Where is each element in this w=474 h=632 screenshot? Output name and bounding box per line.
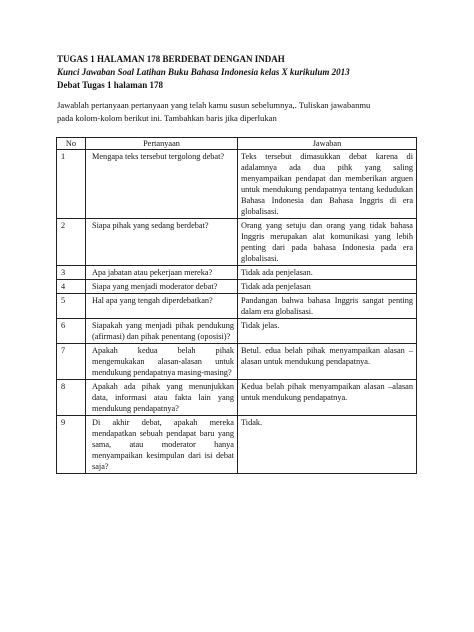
qa-table (56, 137, 417, 474)
row-question: Siapa pihak yang sedang berdebat? (86, 219, 238, 266)
row-answer: Kedua belah pihak menyampaikan alasan –alasan untuk mendukung pendapatnya. (238, 380, 417, 416)
row-answer: Betul. edua belah pihak menyampaikan alasan – alasan untuk mendukung pendapatnya. (238, 344, 417, 380)
table-row (57, 319, 417, 344)
row-answer: Pandangan bahwa bahasa Inggris sangat penting dalam era globalisasi. (238, 294, 417, 319)
row-number: 4 (57, 280, 86, 294)
document-subtitle: Kunci Jawaban Soal Latihan Buku Bahasa Indonesia kelas X kurikulum 2013 (57, 67, 350, 77)
row-question: Di akhir debat, apakah mereka mendapatkan sebuah pendapat baru yang sama, atau moderator hanya menyampaikan kesimpulan dari isi debat saja? (86, 416, 238, 474)
row-answer: Orang yang setuju dan orang yang tidak bahasa Inggris merupakan alat komunikasi yang lebih penting dari pada bahasa Indonesia pada era globalisasi. (238, 219, 417, 266)
row-number: 1 (57, 150, 86, 219)
table-row (57, 416, 417, 474)
instructions-line-1: Jawablah pertanyaan pertanyaan yang telah kamu susun sebelumnya,. Tuliskan jawabanmu (57, 100, 371, 110)
row-answer: Tidak ada penjelasan (238, 280, 417, 294)
row-number: 9 (57, 416, 86, 474)
row-question: Hal apa yang tengah diperdebatkan? (86, 294, 238, 319)
instructions (57, 99, 457, 124)
row-answer: Tidak. (238, 416, 417, 474)
instructions-line-2: pada kolom-kolom berikut ini. Tambahkan baris jika diperlukan (57, 112, 277, 123)
row-number: 8 (57, 380, 86, 416)
row-answer: Tidak jelas. (238, 319, 417, 344)
row-number: 5 (57, 294, 86, 319)
row-question: Mengapa teks tersebut tergolong debat? (86, 150, 238, 219)
row-question: Apa jabatan atau pekerjaan mereka? (86, 266, 238, 280)
table-header-row (57, 138, 417, 150)
row-number: 3 (57, 266, 86, 280)
table-row (57, 280, 417, 294)
row-question: Siapa yang menjadi moderator debat? (86, 280, 238, 294)
document-title: TUGAS 1 HALAMAN 178 BERDEBAT DENGAN INDAH (57, 54, 285, 64)
header-no: No (57, 138, 86, 150)
row-answer: Tidak ada penjelasan. (238, 266, 417, 280)
section-title: Debat Tugas 1 halaman 178 (57, 80, 164, 90)
row-question: Apakah kedua belah pihak mengemukakan alasan-alasan untuk mendukung pendapatnya masing-masing? (86, 344, 238, 380)
table-row (57, 219, 417, 266)
header-question: Pertanyaan (86, 138, 238, 150)
table-row (57, 344, 417, 380)
row-number: 2 (57, 219, 86, 266)
row-answer: Teks tersebut dimasukkan debat karena di adalamnya ada dua pihk yang saling menyampaikan pendapat dan memberikan arguen untuk mendukung pendapatnya tentang kedudukan Bahasa Indonesia dan Bahasa Inggris di era globalisasi. (238, 150, 417, 219)
table-row (57, 380, 417, 416)
row-number: 7 (57, 344, 86, 380)
row-question: Apakah ada pihak yang menunjukkan data, informasi atau fakta lain yang mendukung pendapatnya? (86, 380, 238, 416)
table-row (57, 294, 417, 319)
table-row (57, 266, 417, 280)
row-question: Siapakah yang menjadi pihak pendukung (afirmasi) dan pihak penentang (oposisi)? (86, 319, 238, 344)
row-number: 6 (57, 319, 86, 344)
document-header (57, 53, 457, 92)
header-answer: Jawaban (238, 138, 417, 150)
table-row (57, 150, 417, 219)
